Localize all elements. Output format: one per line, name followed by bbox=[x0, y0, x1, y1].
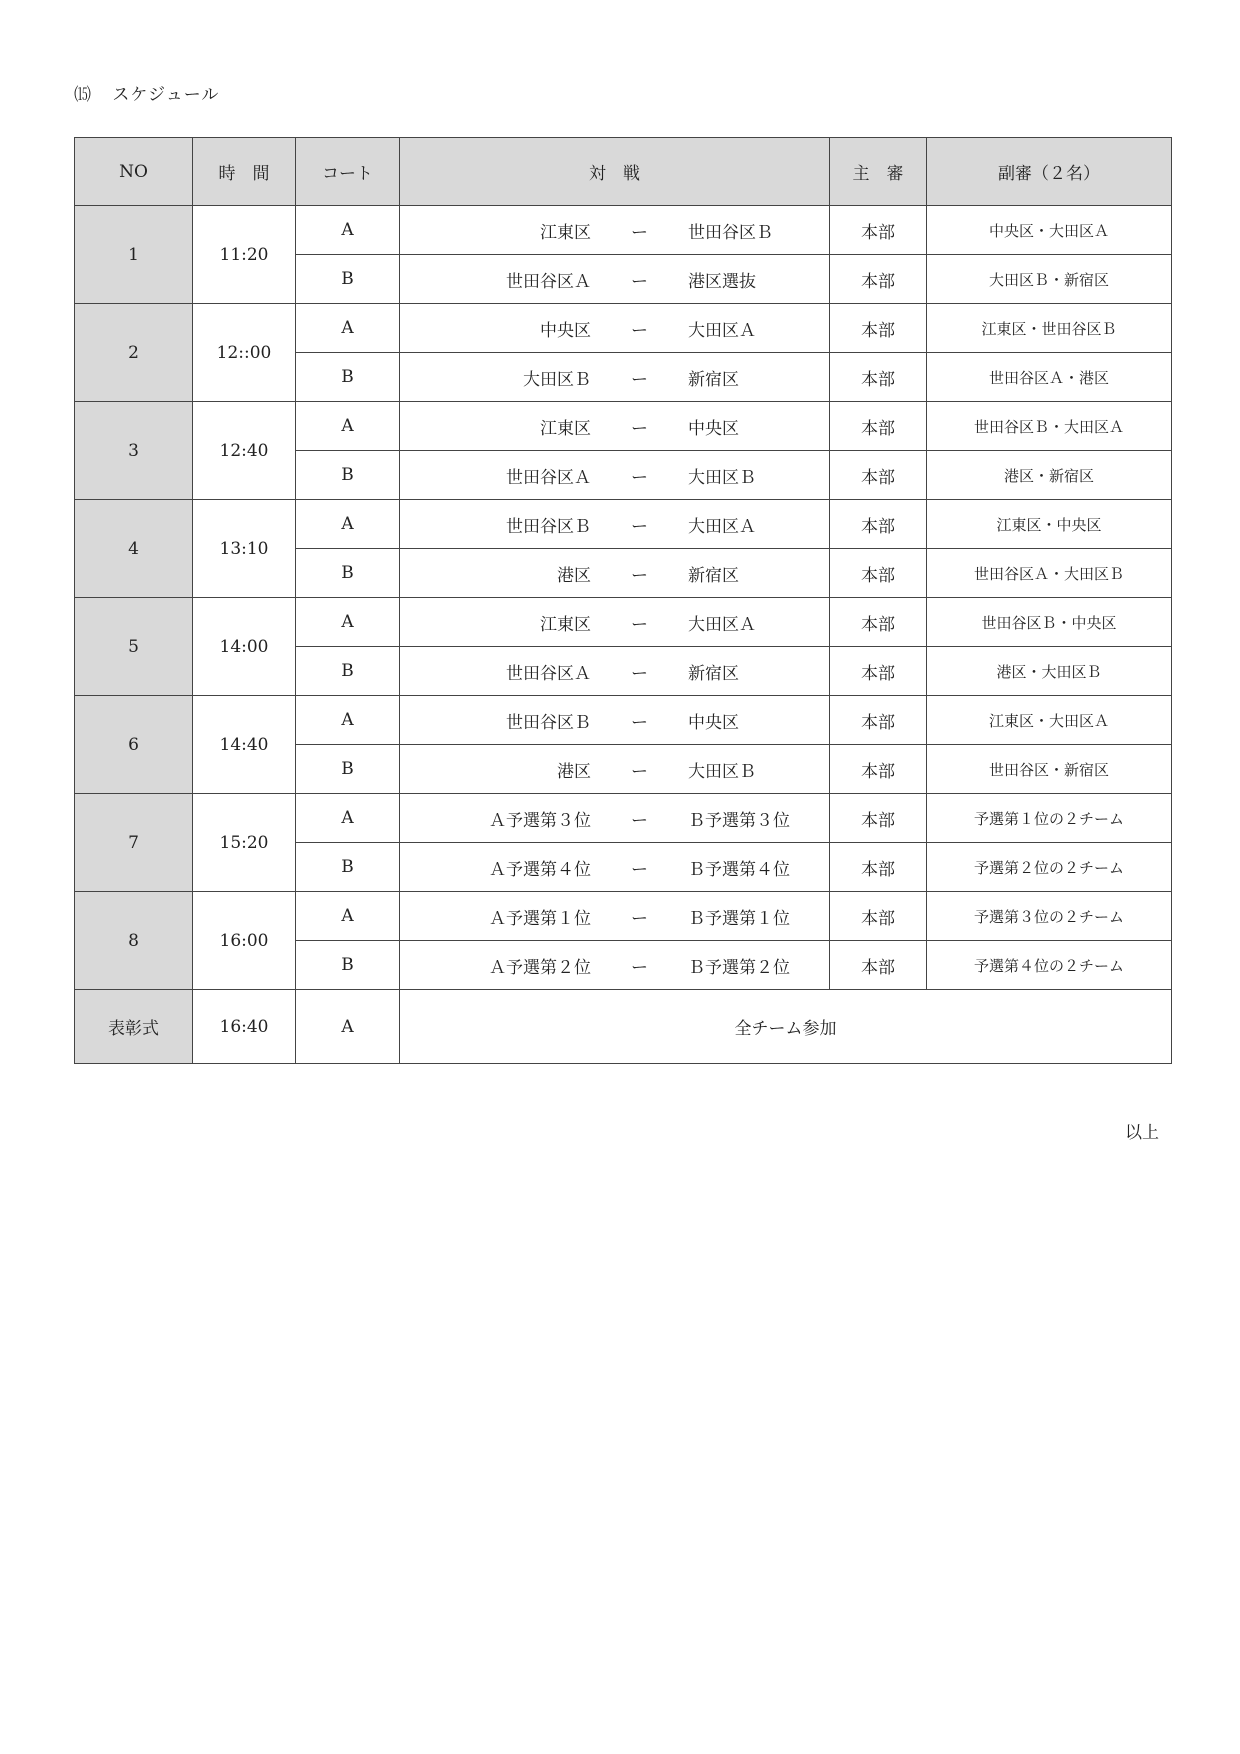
court-cell: B bbox=[296, 451, 400, 500]
court-cell: A bbox=[296, 598, 400, 647]
table-row bbox=[75, 206, 1172, 255]
matchup-cell bbox=[400, 451, 830, 500]
team-away: 中央区 bbox=[687, 712, 739, 733]
ceremony-description: 全チーム参加 bbox=[400, 990, 1172, 1064]
sub-referee-cell: 世田谷区Ｂ・大田区Ａ bbox=[927, 402, 1172, 451]
sub-referee-cell: 港区・新宿区 bbox=[927, 451, 1172, 500]
matchup-cell bbox=[400, 647, 830, 696]
matchup-cell bbox=[400, 304, 830, 353]
versus-dash: ー bbox=[630, 369, 648, 390]
matchup-cell bbox=[400, 206, 830, 255]
matchup-cell bbox=[400, 843, 830, 892]
team-away: Ｂ予選第１位 bbox=[687, 908, 790, 929]
matchup bbox=[450, 414, 829, 439]
team-home: 世田谷区Ｂ bbox=[506, 516, 592, 537]
table-row bbox=[75, 500, 1172, 549]
section-title: スケジュール bbox=[112, 85, 220, 105]
referee-cell: 本部 bbox=[830, 353, 927, 402]
sub-referee-cell: 予選第２位の２チーム bbox=[927, 843, 1172, 892]
referee-cell: 本部 bbox=[830, 500, 927, 549]
referee-cell: 本部 bbox=[830, 304, 927, 353]
team-away: 大田区Ａ bbox=[687, 614, 756, 635]
match-number: 4 bbox=[75, 500, 193, 598]
ceremony-label: 表彰式 bbox=[75, 990, 193, 1064]
table-row bbox=[75, 598, 1172, 647]
team-away: 大田区Ｂ bbox=[687, 467, 756, 488]
sub-referee-cell: 江東区・中央区 bbox=[927, 500, 1172, 549]
versus-dash: ー bbox=[630, 418, 648, 439]
table-row bbox=[75, 696, 1172, 745]
court-cell: B bbox=[296, 843, 400, 892]
sub-referee-cell: 港区・大田区Ｂ bbox=[927, 647, 1172, 696]
match-time: 11:20 bbox=[193, 206, 296, 304]
team-home: 世田谷区Ａ bbox=[506, 271, 592, 292]
match-time: 12::00 bbox=[193, 304, 296, 402]
ceremony-court: A bbox=[296, 990, 400, 1064]
referee-cell: 本部 bbox=[830, 255, 927, 304]
referee-cell: 本部 bbox=[830, 451, 927, 500]
referee-cell: 本部 bbox=[830, 549, 927, 598]
court-cell: B bbox=[296, 647, 400, 696]
matchup-cell bbox=[400, 402, 830, 451]
court-cell: B bbox=[296, 549, 400, 598]
team-away: 新宿区 bbox=[687, 369, 739, 390]
team-away: 大田区Ａ bbox=[687, 516, 756, 537]
matchup bbox=[450, 708, 829, 733]
versus-dash: ー bbox=[630, 222, 648, 243]
matchup bbox=[450, 904, 829, 929]
sub-referee-cell: 江東区・世田谷区Ｂ bbox=[927, 304, 1172, 353]
match-number: 6 bbox=[75, 696, 193, 794]
sub-referee-cell: 世田谷区Ａ・大田区Ｂ bbox=[927, 549, 1172, 598]
court-cell: A bbox=[296, 696, 400, 745]
table-row bbox=[75, 402, 1172, 451]
matchup-cell bbox=[400, 598, 830, 647]
team-home: 江東区 bbox=[540, 614, 592, 635]
matchup bbox=[450, 316, 829, 341]
schedule-table bbox=[74, 137, 1172, 1064]
versus-dash: ー bbox=[630, 467, 648, 488]
team-away: Ｂ予選第２位 bbox=[687, 957, 790, 978]
table-row bbox=[75, 892, 1172, 941]
matchup-cell bbox=[400, 500, 830, 549]
matchup-cell bbox=[400, 549, 830, 598]
versus-dash: ー bbox=[630, 712, 648, 733]
matchup bbox=[450, 463, 829, 488]
versus-dash: ー bbox=[630, 957, 648, 978]
court-cell: A bbox=[296, 304, 400, 353]
referee-cell: 本部 bbox=[830, 647, 927, 696]
team-away: Ｂ予選第３位 bbox=[687, 810, 790, 831]
match-time: 16:00 bbox=[193, 892, 296, 990]
court-cell: A bbox=[296, 892, 400, 941]
team-away: 大田区Ａ bbox=[687, 320, 756, 341]
referee-cell: 本部 bbox=[830, 892, 927, 941]
schedule-body bbox=[75, 206, 1172, 1064]
referee-cell: 本部 bbox=[830, 941, 927, 990]
matchup bbox=[450, 218, 829, 243]
header-sub-referee: 副審（２名） bbox=[927, 138, 1172, 206]
section-heading bbox=[74, 80, 219, 105]
team-home: 江東区 bbox=[540, 222, 592, 243]
section-number: ⒂ bbox=[74, 85, 92, 105]
match-time: 14:00 bbox=[193, 598, 296, 696]
referee-cell: 本部 bbox=[830, 745, 927, 794]
match-time: 15:20 bbox=[193, 794, 296, 892]
sub-referee-cell: 世田谷区Ｂ・中央区 bbox=[927, 598, 1172, 647]
team-home: 港区 bbox=[557, 761, 592, 782]
court-cell: A bbox=[296, 794, 400, 843]
header-referee: 主 審 bbox=[830, 138, 927, 206]
team-home: 世田谷区Ａ bbox=[506, 467, 592, 488]
match-number: 7 bbox=[75, 794, 193, 892]
team-away: 中央区 bbox=[687, 418, 739, 439]
table-row bbox=[75, 794, 1172, 843]
header-time: 時 間 bbox=[193, 138, 296, 206]
versus-dash: ー bbox=[630, 271, 648, 292]
matchup bbox=[450, 561, 829, 586]
referee-cell: 本部 bbox=[830, 206, 927, 255]
court-cell: B bbox=[296, 941, 400, 990]
matchup bbox=[450, 267, 829, 292]
ceremony-row bbox=[75, 990, 1172, 1064]
matchup-cell bbox=[400, 353, 830, 402]
team-home: 世田谷区Ｂ bbox=[506, 712, 592, 733]
matchup-cell bbox=[400, 696, 830, 745]
match-time: 14:40 bbox=[193, 696, 296, 794]
matchup bbox=[450, 757, 829, 782]
team-home: Ａ予選第３位 bbox=[489, 810, 592, 831]
matchup-cell bbox=[400, 892, 830, 941]
versus-dash: ー bbox=[630, 320, 648, 341]
sub-referee-cell: 江東区・大田区Ａ bbox=[927, 696, 1172, 745]
sub-referee-cell: 世田谷区Ａ・港区 bbox=[927, 353, 1172, 402]
team-away: 新宿区 bbox=[687, 565, 739, 586]
team-home: Ａ予選第４位 bbox=[489, 859, 592, 880]
match-number: 2 bbox=[75, 304, 193, 402]
team-home: 港区 bbox=[557, 565, 592, 586]
match-number: 3 bbox=[75, 402, 193, 500]
matchup-cell bbox=[400, 745, 830, 794]
sub-referee-cell: 世田谷区・新宿区 bbox=[927, 745, 1172, 794]
header-court: コート bbox=[296, 138, 400, 206]
court-cell: B bbox=[296, 745, 400, 794]
matchup bbox=[450, 365, 829, 390]
table-row bbox=[75, 304, 1172, 353]
sub-referee-cell: 予選第４位の２チーム bbox=[927, 941, 1172, 990]
match-number: 5 bbox=[75, 598, 193, 696]
match-time: 12:40 bbox=[193, 402, 296, 500]
referee-cell: 本部 bbox=[830, 843, 927, 892]
versus-dash: ー bbox=[630, 908, 648, 929]
sub-referee-cell: 予選第３位の２チーム bbox=[927, 892, 1172, 941]
header-no: NO bbox=[75, 138, 193, 206]
matchup bbox=[450, 659, 829, 684]
court-cell: A bbox=[296, 402, 400, 451]
matchup-cell bbox=[400, 255, 830, 304]
versus-dash: ー bbox=[630, 859, 648, 880]
team-home: Ａ予選第２位 bbox=[489, 957, 592, 978]
sub-referee-cell: 大田区Ｂ・新宿区 bbox=[927, 255, 1172, 304]
team-away: Ｂ予選第４位 bbox=[687, 859, 790, 880]
versus-dash: ー bbox=[630, 761, 648, 782]
referee-cell: 本部 bbox=[830, 402, 927, 451]
referee-cell: 本部 bbox=[830, 598, 927, 647]
match-time: 13:10 bbox=[193, 500, 296, 598]
matchup bbox=[450, 512, 829, 537]
team-away: 新宿区 bbox=[687, 663, 739, 684]
referee-cell: 本部 bbox=[830, 794, 927, 843]
court-cell: A bbox=[296, 206, 400, 255]
versus-dash: ー bbox=[630, 614, 648, 635]
header-row bbox=[75, 138, 1172, 206]
team-home: Ａ予選第１位 bbox=[489, 908, 592, 929]
matchup bbox=[450, 855, 829, 880]
versus-dash: ー bbox=[630, 565, 648, 586]
match-number: 8 bbox=[75, 892, 193, 990]
versus-dash: ー bbox=[630, 516, 648, 537]
match-number: 1 bbox=[75, 206, 193, 304]
matchup-cell bbox=[400, 794, 830, 843]
ceremony-time: 16:40 bbox=[193, 990, 296, 1064]
team-home: 世田谷区Ａ bbox=[506, 663, 592, 684]
versus-dash: ー bbox=[630, 663, 648, 684]
team-home: 江東区 bbox=[540, 418, 592, 439]
header-match: 対 戦 bbox=[400, 138, 830, 206]
team-away: 世田谷区Ｂ bbox=[687, 222, 773, 243]
court-cell: B bbox=[296, 353, 400, 402]
matchup bbox=[450, 953, 829, 978]
versus-dash: ー bbox=[630, 810, 648, 831]
sub-referee-cell: 予選第１位の２チーム bbox=[927, 794, 1172, 843]
referee-cell: 本部 bbox=[830, 696, 927, 745]
court-cell: A bbox=[296, 500, 400, 549]
matchup-cell bbox=[400, 941, 830, 990]
closing-text: 以上 bbox=[1125, 1123, 1159, 1143]
sub-referee-cell: 中央区・大田区Ａ bbox=[927, 206, 1172, 255]
court-cell: B bbox=[296, 255, 400, 304]
team-away: 港区選抜 bbox=[687, 271, 756, 292]
team-home: 中央区 bbox=[540, 320, 592, 341]
team-away: 大田区Ｂ bbox=[687, 761, 756, 782]
matchup bbox=[450, 610, 829, 635]
team-home: 大田区Ｂ bbox=[523, 369, 592, 390]
matchup bbox=[450, 806, 829, 831]
